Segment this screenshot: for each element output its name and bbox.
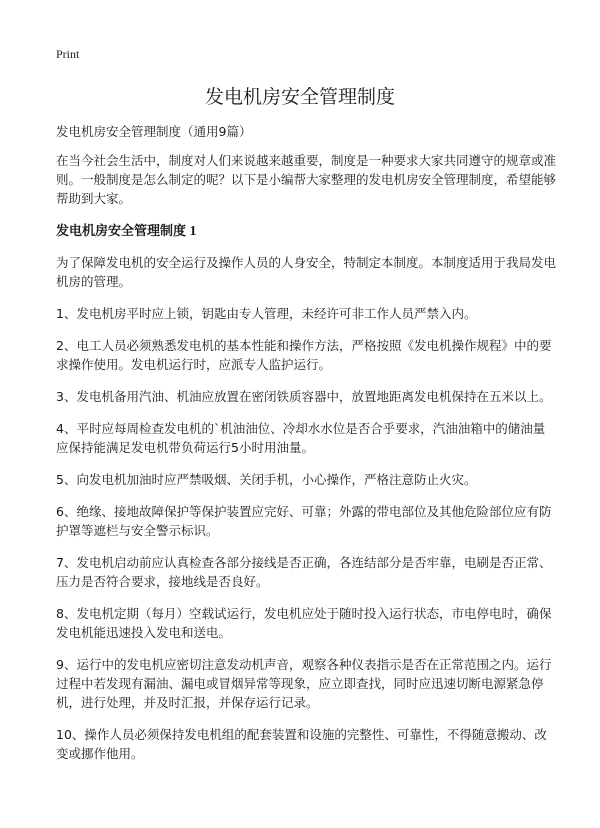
paragraph: 5、向发电机加油时应严禁吸烟、关闭手机，小心操作，严格注意防止火灾。 xyxy=(56,472,477,487)
section-heading-text: 发电机房安全管理制度 xyxy=(56,224,187,239)
paragraph: 8、发电机定期（每月）空载试运行，发电机应处于随时投入运行状态，市电停电时，确保发电机能迅速投入发电和送电。 xyxy=(56,606,552,640)
article-body xyxy=(56,122,556,776)
print-link[interactable]: Print xyxy=(56,47,80,61)
intro-paragraph: 在当今社会生活中，制度对人们来说越来越重要，制度是一种要求大家共同遵守的规章或准则。一般制度是怎么制定的呢？以下是小编帮大家整理的发电机房安全管理制度，希望能够帮助到大家。 xyxy=(56,153,557,206)
article-subtitle: 发电机房安全管理制度（通用9篇） xyxy=(56,124,252,139)
paragraph: 7、发电机启动前应认真检查各部分接线是否正确，各连结部分是否牢靠，电刷是否正常、压力是否符合要求，接地线是否良好。 xyxy=(56,555,552,589)
section-heading-number: 1 xyxy=(189,224,197,239)
paragraph: 10、操作人员必须保持发电机组的配套装置和设施的完整性、可靠性，不得随意搬动、改变或挪作他用。 xyxy=(56,727,547,761)
paragraph: 9、运行中的发电机应密切注意发动机声音，观察各种仪表指示是否在正常范围之内。运行过程中若发现有漏油、漏电或冒烟异常等现象，应立即查找，同时应迅速切断电源紧急停机，进行处理，并及时汇报，并保存运行记录。 xyxy=(56,657,552,710)
paragraph: 为了保障发电机的安全运行及操作人员的人身安全，特制定本制度。本制度适用于我局发电机房的管理。 xyxy=(56,255,557,289)
page-title: 发电机房安全管理制度 xyxy=(204,86,395,108)
paragraph: 4、平时应每周检查发电机的`机油油位、冷却水水位是否合乎要求，汽油油箱中的储油量应保持能满足发电机带负荷运行5小时用油量。 xyxy=(56,421,546,455)
paragraph: 6、绝缘、接地故障保护等保护装置应完好、可靠；外露的带电部位及其他危险部位应有防护罩等遮栏与安全警示标识。 xyxy=(56,504,552,538)
paragraph: 1、发电机房平时应上锁，钥匙由专人管理，未经许可非工作人员严禁入内。 xyxy=(56,306,477,321)
paragraph: 2、电工人员必须熟悉发电机的基本性能和操作方法，严格按照《发电机操作规程》中的要求操作使用。发电机运行时，应派专人监护运行。 xyxy=(56,338,552,372)
paragraph: 3、发电机备用汽油、机油应放置在密闭铁质容器中，放置地距离发电机保持在五米以上。 xyxy=(56,389,552,404)
section-heading xyxy=(56,222,556,241)
